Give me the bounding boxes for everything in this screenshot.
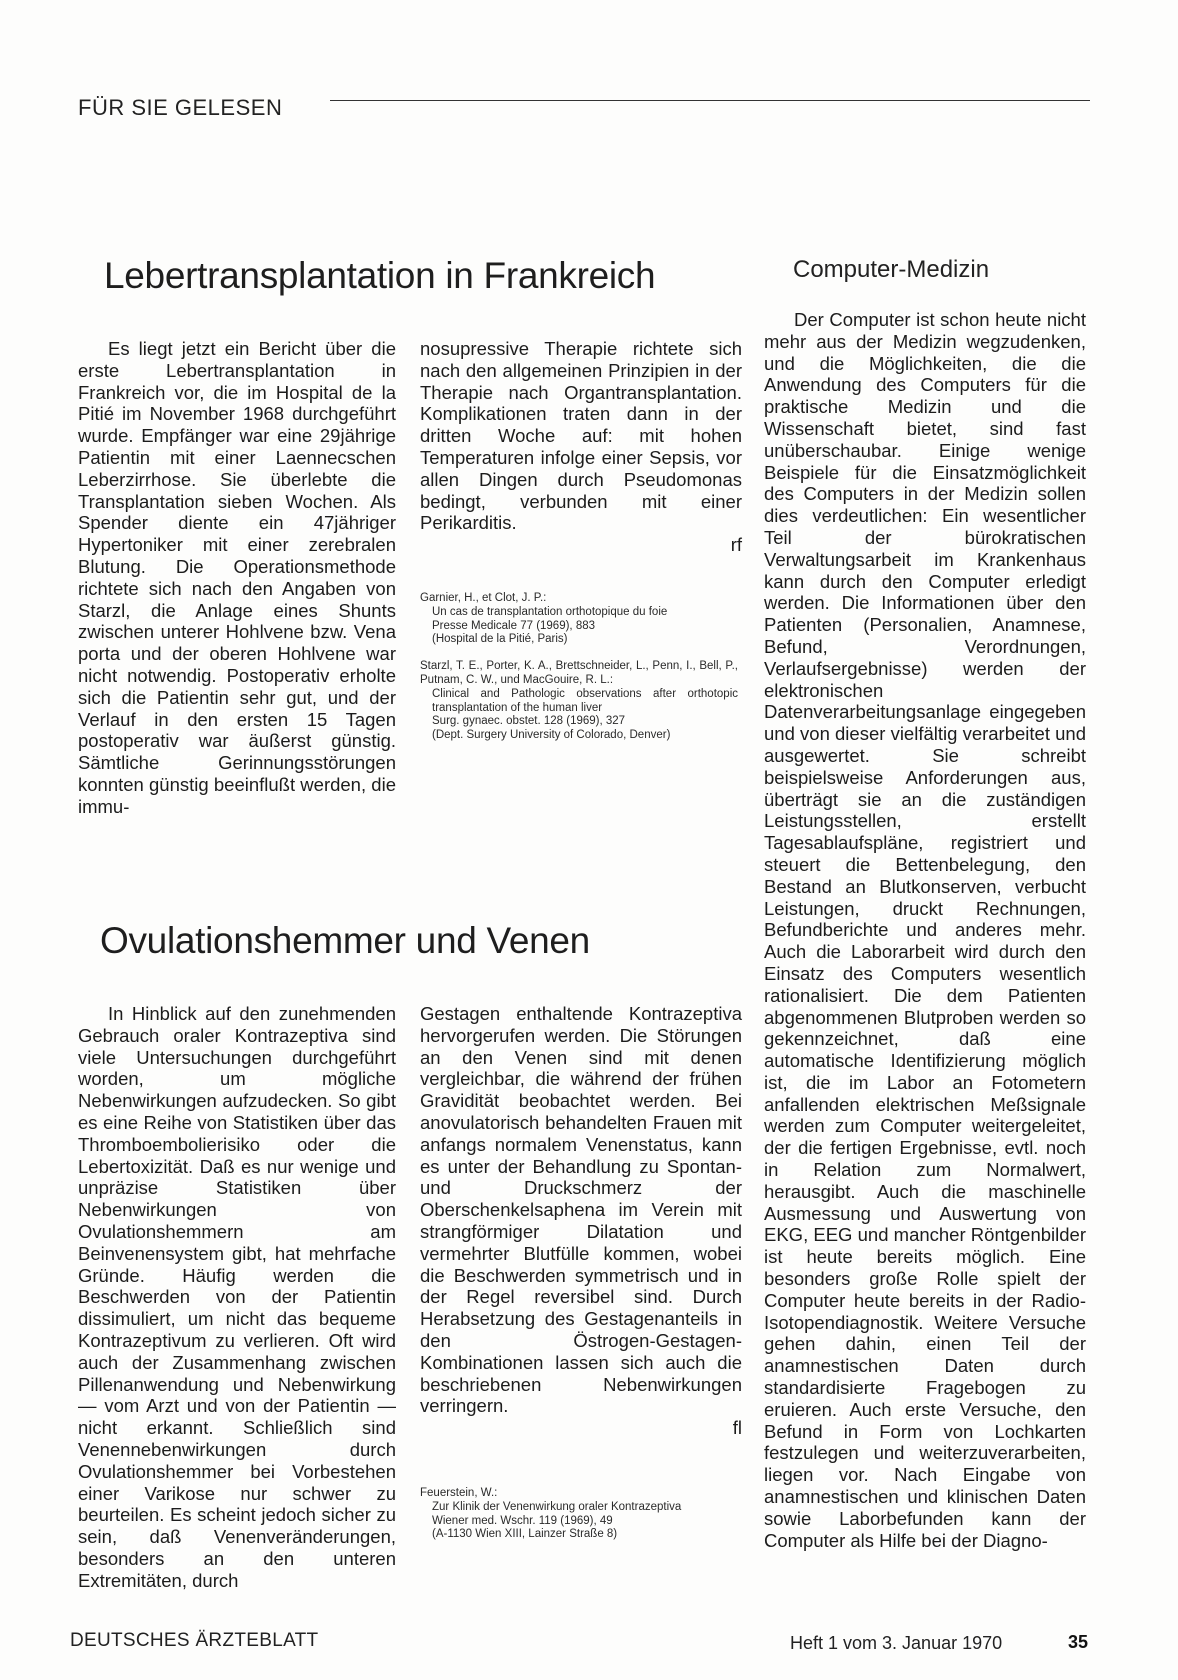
reference-affiliation: (Hospital de la Pitié, Paris) [432,633,568,646]
reference-affiliation: (A-1130 Wien XIII, Lainzer Straße 8) [432,1528,618,1541]
article2-signature: fl [732,1417,742,1439]
article-title-computer-medicine: Computer-Medizin [793,256,990,283]
reference-title: Zur Klinik der Venenwirkung oraler Kontrazeptiva [432,1500,682,1513]
reference-title: Clinical and Pathologic observations after orthotopic transplantation of the human liver [432,687,738,714]
article1-col2-text: nosupressive Therapie richtete sich nach den allgemeinen Prinzipien in der Therapie nach Organtransplantation. Komplikationen traten dann in der dritten Woche auf: mit hohen Temperaturen infolge einer Sepsis, vor allen Dingen durch Pseudomonas bedingt, verbunden mit einer Perikarditis. [420,338,742,534]
article1-column-1 [78,338,396,818]
reference-source: Surg. gynaec. obstet. 128 (1969), 327 [432,715,626,728]
reference-authors: Starzl, T. E., Porter, K. A., Brettschneider, L., Penn, I., Bell, P., Putnam, C. W., und MacGouire, R. L.: [420,660,738,686]
article-title-ovulation-inhibitors: Ovulationshemmer und Venen [100,920,590,961]
reference-entry [420,592,738,647]
article3-body-text: Der Computer ist schon heute nicht mehr aus der Medizin wegzudenken, und die Möglichkeiten, die die Anwendung des Computers für die praktische Medizin und die Wissenschaft bietet, sind fast unüberschaubar. Einige wenige Beispiele für die Einsatzmöglichkeit des Computers in der Medizin sollen dies verdeutlichen: Ein wesentlicher Teil der bürokratischen Verwaltungsarbeit im Krankenhaus kann durch den Computer erledigt werden. Die Informationen über den Patienten (Personalien, Anamnese, Befund, Verordnungen, Verlaufsergebnisse) werden der elektronischen Datenverarbeitungsanlage eingegeben und von dieser vielfältig verarbeitet und ausgewertet. Sie schreibt beispielsweise Anforderungen aus, überträgt sie an die zuständigen Leistungsstellen, erstellt Tagesablaufspläne, registriert und steuert die Bettenbelegung, den Bestand an Blutkonserven, verbucht Leistungen, druckt Rechnungen, Befundberichte und anderes mehr. Auch die Laborarbeit wird durch den Einsatz des Computers wesentlich rationalisiert. Die dem Patienten abgenommenen Blutproben werden so gekennzeichnet, daß eine automatische Identifizierung möglich ist, die im Labor an Fotometern anfallenden elektrischen Meßsignale werden zum Computer weitergeleitet, der die fertigen Ergebnisse, evtl. noch in Relation zum Normalwert, herausgibt. Auch die maschinelle Ausmessung und Auswertung von EKG, EEG und mancher Röntgenbilder ist heute bereits möglich. Eine besonders große Rolle spielt der Computer heute bereits in der Radio-Isotopendiagnostik. Weitere Versuche gehen dahin, einen Teil der anamnestischen Daten durch standardisierte Fragebogen zu eruieren. Auch erste Versuche, den Befund in Form von Lochkarten festzulegen und weiterzuverarbeiten, liegen vor. Nach Eingabe von anamnestischen und klinischen Daten sowie Laborbefunden kann der Computer als Hilfe bei der Diagno- [764,309,1086,1551]
article1-column-2 [420,338,742,556]
reference-source: Presse Medicale 77 (1969), 883 [432,619,596,632]
article2-col1-text: In Hinblick auf den zunehmenden Gebrauch oraler Kontrazeptiva sind viele Untersuchungen durchgeführt worden, um mögliche Nebenwirkungen aufzudecken. So gibt es eine Reihe von Statistiken über das Thromboembolierisiko oder die Lebertoxizität. Daß es nur wenige und unpräzise Statistiken über Nebenwirkungen von Ovulationshemmern am Beinvenensystem gibt, hat mehrfache Gründe. Häufig werden die Beschwerden von der Patientin dissimuliert, um nicht das bequeme Kontrazeptivum zu verlieren. Oft wird auch der Zusammenhang zwischen Pillenanwendung und Nebenwirkung — vom Arzt und von der Patientin — nicht erkannt. Schließlich sind Venennebenwirkungen durch Ovulationshemmer bei Vorbestehen einer Varikose nur schwer zu beurteilen. Es scheint jedoch sicher zu sein, daß Venenveränderungen, besonders an den unteren Extremitäten, durch [78,1003,396,1591]
article1-col1-text: Es liegt jetzt ein Bericht über die erste Lebertransplantation in Frankreich vor, die im Hospital de la Pitié im November 1968 durchgeführt wurde. Empfänger war eine 29jährige Patientin mit einer Laennecschen Leberzirrhose. Sie überlebte die Transplantation sieben Wochen. Als Spender diente ein 47jähriger Hypertoniker mit einer zerebralen Blutung. Die Operationsmethode richtete sich nach den Angaben von Starzl, die Anlage eines Shunts zwischen unterer Hohlvene bzw. Vena porta und der oberen Hohlvene war nicht notwendig. Postoperativ erholte sich die Patientin sehr gut, und der Verlauf in den ersten 15 Tagen postoperativ war äußerst günstig. Sämtliche Gerinnungsstörungen konnten günstig beeinflußt werden, die immu- [78,338,396,817]
header-rule [330,100,1090,101]
article2-column-2 [420,1003,742,1439]
article3-column [764,309,1086,1551]
issue-info: Heft 1 vom 3. Januar 1970 [790,1633,1003,1653]
reference-entry [420,660,738,743]
reference-entry [420,1487,738,1542]
journal-name: DEUTSCHES ÄRZTEBLATT [70,1630,319,1651]
article2-column-1 [78,1003,396,1592]
reference-authors: Feuerstein, W.: [420,1487,498,1499]
article1-signature: rf [730,534,742,556]
reference-affiliation: (Dept. Surgery University of Colorado, Denver) [432,729,671,742]
article1-references [420,592,738,756]
article2-references [420,1487,738,1555]
article-title-liver-transplant: Lebertransplantation in Frankreich [104,255,656,296]
article2-col2-text: Gestagen enthaltende Kontrazeptiva hervorgerufen werden. Die Störungen an den Venen sind mit denen vergleichbar, die während der frühen Gravidität beobachtet werden. Bei anovulatorisch behandelten Frauen mit anfangs normalem Venenstatus, kann es unter der Behandlung zu Spontan- und Druckschmerz der Oberschenkelsaphena im Verein mit strangförmiger Dilatation und vermehrter Blutfülle kommen, wobei die Beschwerden symmetrisch und in der Regel reversibel sind. Durch Herabsetzung des Gestagenanteils in den Östrogen-Gestagen-Kombinationen lassen sich auch die beschriebenen Nebenwirkungen verringern. [420,1003,742,1417]
reference-source: Wiener med. Wschr. 119 (1969), 49 [432,1514,613,1527]
reference-title: Un cas de transplantation orthotopique du foie [432,605,668,618]
page-number: 35 [1068,1632,1089,1652]
section-label: FÜR SIE GELESEN [78,95,283,120]
reference-authors: Garnier, H., et Clot, J. P.: [420,592,547,604]
